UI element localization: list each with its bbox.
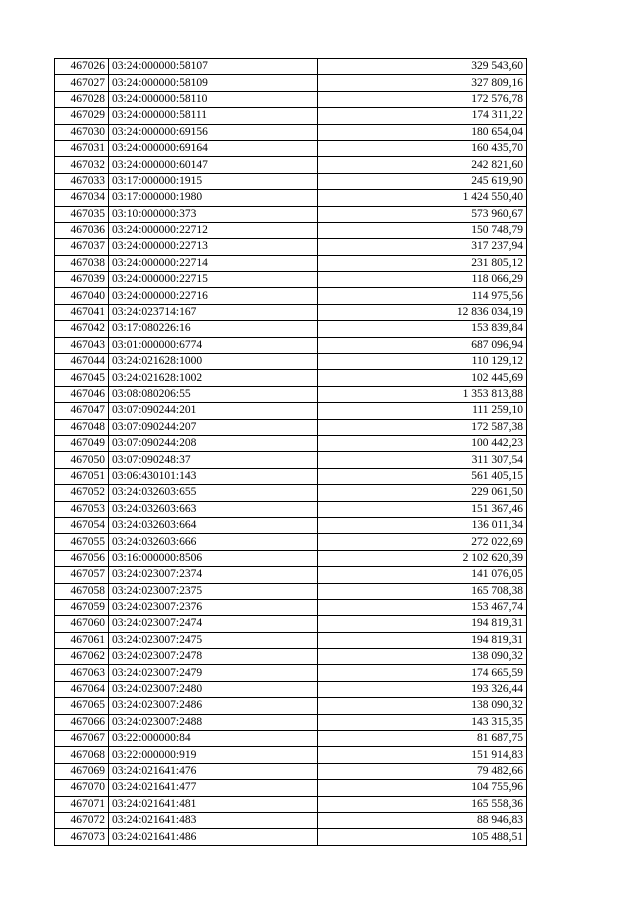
- cadastral-value-cell: 327 809,16: [318, 75, 527, 91]
- table-row: [55, 550, 527, 566]
- table-row: [55, 796, 527, 812]
- cadastral-number-cell: 03:24:021628:1000: [109, 354, 318, 370]
- cadastral-value-cell: 118 066,29: [318, 272, 527, 288]
- cadastral-value-cell: 180 654,04: [318, 124, 527, 140]
- table-row: [55, 157, 527, 173]
- row-id-cell: 467059: [55, 599, 109, 615]
- row-id-cell: 467065: [55, 698, 109, 714]
- cadastral-value-cell: 12 836 034,19: [318, 304, 527, 320]
- table-row: [55, 534, 527, 550]
- row-id-cell: 467048: [55, 419, 109, 435]
- cadastral-number-cell: 03:24:023007:2474: [109, 616, 318, 632]
- cadastral-value-cell: 194 819,31: [318, 632, 527, 648]
- cadastral-number-cell: 03:24:021641:486: [109, 829, 318, 845]
- cadastral-value-cell: 573 960,67: [318, 206, 527, 222]
- table-row: [55, 403, 527, 419]
- table-row: [55, 583, 527, 599]
- cadastral-number-cell: 03:24:032603:666: [109, 534, 318, 550]
- table-row: [55, 616, 527, 632]
- row-id-cell: 467037: [55, 239, 109, 255]
- row-id-cell: 467042: [55, 321, 109, 337]
- row-id-cell: 467032: [55, 157, 109, 173]
- cadastral-value-cell: 151 914,83: [318, 747, 527, 763]
- cadastral-number-cell: 03:24:000000:22713: [109, 239, 318, 255]
- row-id-cell: 467051: [55, 468, 109, 484]
- row-id-cell: 467046: [55, 386, 109, 402]
- cadastral-number-cell: 03:07:090248:37: [109, 452, 318, 468]
- row-id-cell: 467052: [55, 485, 109, 501]
- row-id-cell: 467047: [55, 403, 109, 419]
- table-row: [55, 239, 527, 255]
- cadastral-number-cell: 03:24:023007:2480: [109, 681, 318, 697]
- cadastral-value-cell: 311 307,54: [318, 452, 527, 468]
- cadastral-value-table: [54, 58, 527, 846]
- cadastral-number-cell: 03:24:000000:69164: [109, 140, 318, 156]
- row-id-cell: 467063: [55, 665, 109, 681]
- table-row: [55, 665, 527, 681]
- cadastral-value-cell: 194 819,31: [318, 616, 527, 632]
- cadastral-number-cell: 03:24:000000:58110: [109, 91, 318, 107]
- row-id-cell: 467044: [55, 354, 109, 370]
- row-id-cell: 467029: [55, 108, 109, 124]
- table-row: [55, 485, 527, 501]
- table-row: [55, 698, 527, 714]
- cadastral-value-cell: 138 090,32: [318, 698, 527, 714]
- cadastral-number-cell: 03:24:000000:58109: [109, 75, 318, 91]
- cadastral-number-cell: 03:24:023007:2376: [109, 599, 318, 615]
- cadastral-value-cell: 143 315,35: [318, 714, 527, 730]
- table-body: [55, 59, 527, 846]
- table-row: [55, 567, 527, 583]
- table-row: [55, 321, 527, 337]
- cadastral-number-cell: 03:24:000000:60147: [109, 157, 318, 173]
- cadastral-number-cell: 03:24:023714:167: [109, 304, 318, 320]
- row-id-cell: 467058: [55, 583, 109, 599]
- row-id-cell: 467066: [55, 714, 109, 730]
- row-id-cell: 467030: [55, 124, 109, 140]
- cadastral-number-cell: 03:24:000000:69156: [109, 124, 318, 140]
- cadastral-number-cell: 03:24:000000:22715: [109, 272, 318, 288]
- table-row: [55, 829, 527, 845]
- row-id-cell: 467034: [55, 190, 109, 206]
- table-row: [55, 140, 527, 156]
- cadastral-value-cell: 165 558,36: [318, 796, 527, 812]
- row-id-cell: 467054: [55, 517, 109, 533]
- cadastral-value-cell: 231 805,12: [318, 255, 527, 271]
- table-row: [55, 222, 527, 238]
- cadastral-value-cell: 165 708,38: [318, 583, 527, 599]
- cadastral-value-cell: 153 467,74: [318, 599, 527, 615]
- table-row: [55, 206, 527, 222]
- table-row: [55, 452, 527, 468]
- row-id-cell: 467049: [55, 435, 109, 451]
- row-id-cell: 467061: [55, 632, 109, 648]
- cadastral-value-cell: 229 061,50: [318, 485, 527, 501]
- table-row: [55, 124, 527, 140]
- table-row: [55, 517, 527, 533]
- cadastral-number-cell: 03:07:090244:201: [109, 403, 318, 419]
- cadastral-value-cell: 172 576,78: [318, 91, 527, 107]
- cadastral-number-cell: 03:22:000000:84: [109, 731, 318, 747]
- row-id-cell: 467067: [55, 731, 109, 747]
- cadastral-value-cell: 110 129,12: [318, 354, 527, 370]
- cadastral-value-cell: 174 665,59: [318, 665, 527, 681]
- cadastral-number-cell: 03:07:090244:207: [109, 419, 318, 435]
- cadastral-value-cell: 111 259,10: [318, 403, 527, 419]
- row-id-cell: 467031: [55, 140, 109, 156]
- cadastral-number-cell: 03:17:080226:16: [109, 321, 318, 337]
- cadastral-value-cell: 114 975,56: [318, 288, 527, 304]
- row-id-cell: 467055: [55, 534, 109, 550]
- cadastral-value-cell: 193 326,44: [318, 681, 527, 697]
- row-id-cell: 467062: [55, 649, 109, 665]
- cadastral-number-cell: 03:24:023007:2478: [109, 649, 318, 665]
- row-id-cell: 467064: [55, 681, 109, 697]
- table-row: [55, 649, 527, 665]
- row-id-cell: 467056: [55, 550, 109, 566]
- table-row: [55, 763, 527, 779]
- table-row: [55, 255, 527, 271]
- cadastral-value-cell: 105 488,51: [318, 829, 527, 845]
- cadastral-number-cell: 03:24:000000:22714: [109, 255, 318, 271]
- cadastral-value-cell: 153 839,84: [318, 321, 527, 337]
- cadastral-number-cell: 03:24:023007:2375: [109, 583, 318, 599]
- table-row: [55, 632, 527, 648]
- cadastral-value-cell: 160 435,70: [318, 140, 527, 156]
- row-id-cell: 467069: [55, 763, 109, 779]
- cadastral-value-cell: 104 755,96: [318, 780, 527, 796]
- table-row: [55, 337, 527, 353]
- cadastral-number-cell: 03:01:000000:6774: [109, 337, 318, 353]
- cadastral-value-cell: 151 367,46: [318, 501, 527, 517]
- cadastral-value-cell: 136 011,34: [318, 517, 527, 533]
- cadastral-number-cell: 03:17:000000:1915: [109, 173, 318, 189]
- cadastral-number-cell: 03:06:430101:143: [109, 468, 318, 484]
- cadastral-value-cell: 102 445,69: [318, 370, 527, 386]
- table-row: [55, 747, 527, 763]
- row-id-cell: 467043: [55, 337, 109, 353]
- table-row: [55, 468, 527, 484]
- cadastral-number-cell: 03:24:021628:1002: [109, 370, 318, 386]
- table-row: [55, 714, 527, 730]
- row-id-cell: 467050: [55, 452, 109, 468]
- cadastral-value-cell: 174 311,22: [318, 108, 527, 124]
- row-id-cell: 467039: [55, 272, 109, 288]
- cadastral-number-cell: 03:07:090244:208: [109, 435, 318, 451]
- cadastral-value-cell: 242 821,60: [318, 157, 527, 173]
- table-row: [55, 599, 527, 615]
- cadastral-number-cell: 03:24:000000:22712: [109, 222, 318, 238]
- row-id-cell: 467041: [55, 304, 109, 320]
- table-row: [55, 108, 527, 124]
- cadastral-number-cell: 03:24:021641:481: [109, 796, 318, 812]
- cadastral-number-cell: 03:10:000000:373: [109, 206, 318, 222]
- cadastral-number-cell: 03:24:023007:2486: [109, 698, 318, 714]
- table-row: [55, 304, 527, 320]
- cadastral-value-cell: 561 405,15: [318, 468, 527, 484]
- cadastral-number-cell: 03:24:021641:477: [109, 780, 318, 796]
- cadastral-value-cell: 141 076,05: [318, 567, 527, 583]
- row-id-cell: 467033: [55, 173, 109, 189]
- row-id-cell: 467073: [55, 829, 109, 845]
- table-row: [55, 75, 527, 91]
- table-row: [55, 272, 527, 288]
- row-id-cell: 467045: [55, 370, 109, 386]
- cadastral-number-cell: 03:24:000000:58111: [109, 108, 318, 124]
- table-row: [55, 386, 527, 402]
- cadastral-number-cell: 03:22:000000:919: [109, 747, 318, 763]
- cadastral-value-cell: 2 102 620,39: [318, 550, 527, 566]
- cadastral-value-cell: 172 587,38: [318, 419, 527, 435]
- cadastral-value-cell: 245 619,90: [318, 173, 527, 189]
- cadastral-value-cell: 81 687,75: [318, 731, 527, 747]
- cadastral-value-cell: 687 096,94: [318, 337, 527, 353]
- cadastral-number-cell: 03:08:080206:55: [109, 386, 318, 402]
- cadastral-value-cell: 1 353 813,88: [318, 386, 527, 402]
- cadastral-value-cell: 138 090,32: [318, 649, 527, 665]
- cadastral-value-cell: 88 946,83: [318, 812, 527, 828]
- cadastral-value-cell: 79 482,66: [318, 763, 527, 779]
- row-id-cell: 467026: [55, 59, 109, 75]
- table-row: [55, 501, 527, 517]
- cadastral-number-cell: 03:24:023007:2479: [109, 665, 318, 681]
- cadastral-number-cell: 03:16:000000:8506: [109, 550, 318, 566]
- table-row: [55, 812, 527, 828]
- cadastral-number-cell: 03:24:021641:476: [109, 763, 318, 779]
- row-id-cell: 467028: [55, 91, 109, 107]
- row-id-cell: 467053: [55, 501, 109, 517]
- row-id-cell: 467035: [55, 206, 109, 222]
- table-row: [55, 370, 527, 386]
- row-id-cell: 467036: [55, 222, 109, 238]
- table-row: [55, 681, 527, 697]
- table-row: [55, 173, 527, 189]
- cadastral-number-cell: 03:24:032603:663: [109, 501, 318, 517]
- cadastral-number-cell: 03:24:000000:22716: [109, 288, 318, 304]
- table-row: [55, 91, 527, 107]
- table-row: [55, 419, 527, 435]
- table-row: [55, 731, 527, 747]
- row-id-cell: 467070: [55, 780, 109, 796]
- table-row: [55, 288, 527, 304]
- row-id-cell: 467027: [55, 75, 109, 91]
- table-row: [55, 435, 527, 451]
- cadastral-number-cell: 03:24:023007:2374: [109, 567, 318, 583]
- row-id-cell: 467072: [55, 812, 109, 828]
- cadastral-number-cell: 03:24:032603:664: [109, 517, 318, 533]
- cadastral-value-cell: 100 442,23: [318, 435, 527, 451]
- row-id-cell: 467057: [55, 567, 109, 583]
- row-id-cell: 467068: [55, 747, 109, 763]
- cadastral-value-cell: 329 543,60: [318, 59, 527, 75]
- cadastral-number-cell: 03:24:023007:2475: [109, 632, 318, 648]
- document-page: [54, 58, 527, 846]
- table-row: [55, 780, 527, 796]
- row-id-cell: 467038: [55, 255, 109, 271]
- table-row: [55, 190, 527, 206]
- cadastral-value-cell: 150 748,79: [318, 222, 527, 238]
- cadastral-number-cell: 03:24:023007:2488: [109, 714, 318, 730]
- cadastral-value-cell: 272 022,69: [318, 534, 527, 550]
- table-row: [55, 354, 527, 370]
- cadastral-number-cell: 03:17:000000:1980: [109, 190, 318, 206]
- cadastral-number-cell: 03:24:032603:655: [109, 485, 318, 501]
- row-id-cell: 467040: [55, 288, 109, 304]
- cadastral-number-cell: 03:24:021641:483: [109, 812, 318, 828]
- row-id-cell: 467060: [55, 616, 109, 632]
- row-id-cell: 467071: [55, 796, 109, 812]
- cadastral-value-cell: 317 237,94: [318, 239, 527, 255]
- table-row: [55, 59, 527, 75]
- cadastral-value-cell: 1 424 550,40: [318, 190, 527, 206]
- cadastral-number-cell: 03:24:000000:58107: [109, 59, 318, 75]
